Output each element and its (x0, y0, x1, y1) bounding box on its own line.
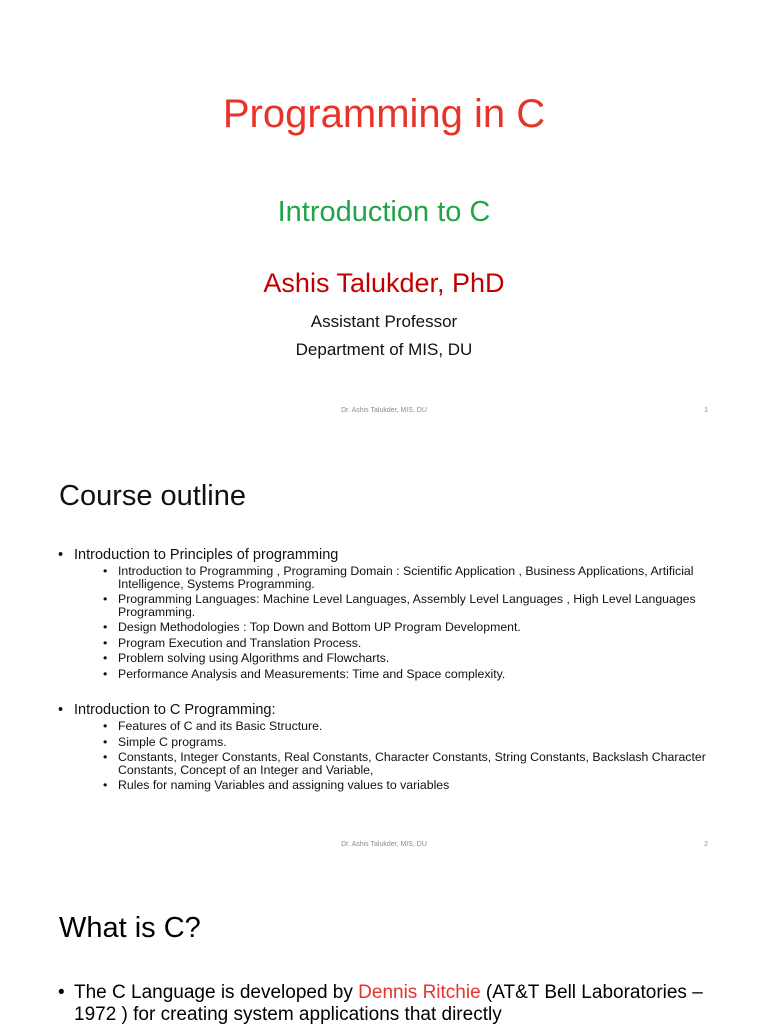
outline-item: • Simple C programs. (74, 736, 718, 749)
slide-page-number: 2 (704, 841, 708, 848)
slide-footer-text: Dr. Ashis Talukder, MIS, DU (341, 841, 427, 848)
slide-page-number: 1 (704, 407, 708, 414)
bullet-text-start: The C Language is developed by (74, 982, 359, 1003)
slide-heading: What is C? (59, 912, 201, 944)
bullet-text-end: (AT&T Bell Laboratories – 1972 ) for creating system applications that directly (74, 982, 703, 1024)
outline-section (58, 546, 718, 680)
section-gap (58, 683, 718, 701)
outline-item: • Introduction to Programming , Programing Domain : Scientific Application , Business Applications, Artificial Intelligence, Systems Programming. (74, 565, 718, 590)
slide-footer-text: Dr. Ashis Talukder, MIS, DU (341, 407, 427, 414)
author-department: Department of MIS, DU (295, 340, 473, 359)
slide-subtitle: Introduction to C (277, 196, 491, 228)
slide-title: Programming in C (222, 92, 546, 136)
slide-3 (0, 868, 768, 1024)
slide-1 (0, 0, 768, 434)
outline-section-title: Introduction to Principles of programming (74, 547, 339, 563)
outline-item: • Problem solving using Algorithms and Flowcharts. (74, 652, 718, 665)
outline-item: • Programming Languages: Machine Level Languages, Assembly Level Languages , High Level Languages Programming. (74, 593, 718, 618)
bullet-highlight: Dennis Ritchie (358, 982, 481, 1003)
outline-section (58, 701, 718, 792)
author-role: Assistant Professor (310, 312, 458, 331)
author-name: Ashis Talukder, PhD (263, 268, 505, 298)
outline-section-title: Introduction to C Programming: (74, 702, 276, 718)
slide-2 (0, 434, 768, 868)
outline-item: • Program Execution and Translation Process. (74, 637, 718, 650)
outline-item: • Features of C and its Basic Structure. (74, 720, 718, 733)
course-outline-list (58, 546, 718, 795)
outline-item: • Performance Analysis and Measurements: Time and Space complexity. (74, 668, 718, 681)
outline-item: • Design Methodologies : Top Down and Bottom UP Program Development. (74, 621, 718, 634)
slide-bullet (58, 982, 734, 1024)
slide-heading: Course outline (59, 480, 246, 512)
outline-item: • Constants, Integer Constants, Real Constants, Character Constants, String Constants, Backslash Character Constants, Concept of an Integer and Variable, (74, 751, 718, 776)
outline-item: • Rules for naming Variables and assigning values to variables (74, 779, 718, 792)
